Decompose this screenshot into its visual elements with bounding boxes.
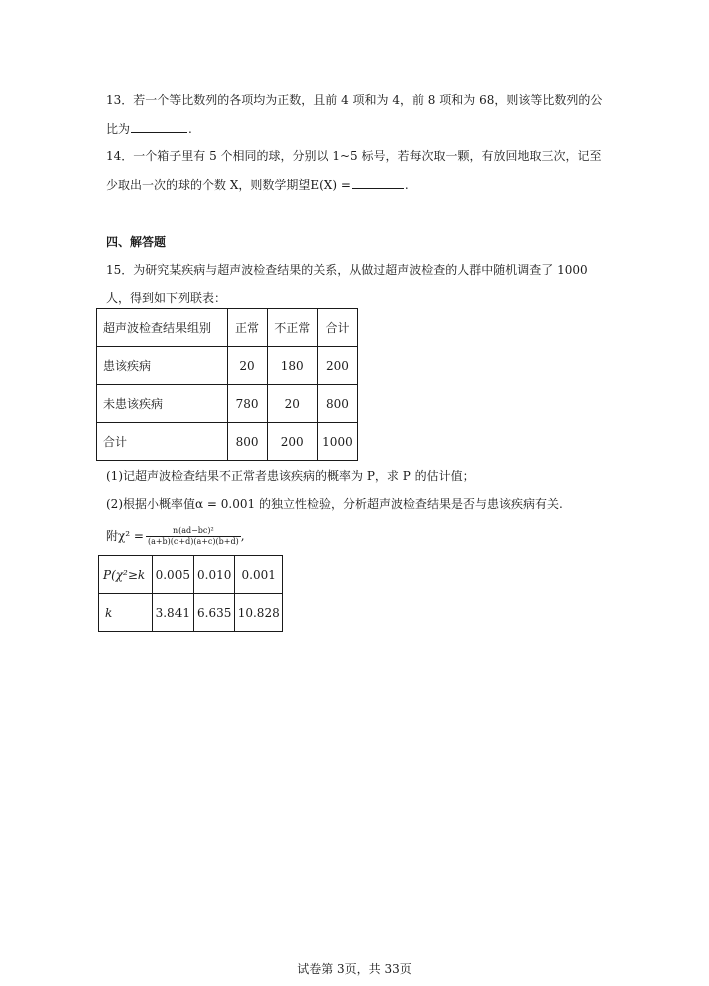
table-cell: 180 — [267, 347, 317, 385]
table-cell: 6.635 — [194, 594, 235, 632]
contingency-table — [96, 308, 358, 461]
table-cell: 780 — [227, 385, 267, 423]
table-cell: 10.828 — [235, 594, 283, 632]
table-cell: 200 — [267, 423, 317, 461]
table-header-row — [97, 309, 358, 347]
table-cell: 未患该疾病 — [97, 385, 228, 423]
table-cell: P(χ²≥k — [99, 556, 153, 594]
q14-line2 — [106, 176, 409, 193]
q14-line2-prefix: 少取出一次的球的个数 X，则数学期望E(X) = — [106, 178, 351, 192]
q15-appendix — [106, 526, 245, 547]
table-cell: 0.001 — [235, 556, 283, 594]
critical-row-k — [99, 594, 283, 632]
q14-line2-suffix: . — [404, 178, 409, 192]
critical-row-probability — [99, 556, 283, 594]
q13-answer-blank[interactable] — [131, 120, 187, 133]
appendix-prefix: 附χ² = — [106, 529, 144, 543]
formula-denominator: (a+b)(c+d)(a+c)(b+d) — [147, 537, 239, 546]
q13-line2-prefix: 比为 — [106, 122, 131, 136]
table-cell: 20 — [267, 385, 317, 423]
table-cell: 1000 — [317, 423, 357, 461]
q15-line2: 人，得到如下列联表： — [106, 291, 227, 305]
appendix-suffix: , — [240, 529, 245, 543]
table-cell: 800 — [317, 385, 357, 423]
table-cell: 0.005 — [152, 556, 193, 594]
q15-part2: (2)根据小概率值α = 0.001 的独立性检验，分析超声波检查结果是否与患该疾病有关. — [106, 497, 563, 511]
formula-numerator: n(ad−bc)² — [146, 526, 241, 537]
table-header-cell: 超声波检查结果组别 — [97, 309, 228, 347]
table-header-cell: 正常 — [227, 309, 267, 347]
table-cell: 20 — [227, 347, 267, 385]
section-title: 四、解答题 — [106, 235, 167, 249]
q13-line1: 13．若一个等比数列的各项均为正数，且前 4 项和为 4，前 8 项和为 68，则该等比数列的公 — [106, 93, 603, 107]
critical-value-table — [98, 555, 283, 632]
table-row — [97, 385, 358, 423]
q15-line1: 15．为研究某疾病与超声波检查结果的关系，从做过超声波检查的人群中随机调查了 1000 — [106, 263, 588, 277]
table-cell: 800 — [227, 423, 267, 461]
table-row — [97, 347, 358, 385]
table-header-cell: 不正常 — [267, 309, 317, 347]
table-header-cell: 合计 — [317, 309, 357, 347]
table-cell: 合计 — [97, 423, 228, 461]
table-cell: 患该疾病 — [97, 347, 228, 385]
table-cell: 3.841 — [152, 594, 193, 632]
table-cell: k — [99, 594, 153, 632]
q15-part1: (1)记超声波检查结果不正常者患该疾病的概率为 P，求 P 的估计值； — [106, 469, 475, 483]
q14-line1: 14．一个箱子里有 5 个相同的球，分别以 1~5 标号，若每次取一颗，有放回地取三次，记至 — [106, 149, 602, 163]
q13-line2-suffix: . — [188, 122, 192, 136]
page-footer: 试卷第 3页，共 33页 — [297, 962, 412, 976]
table-cell: 0.010 — [194, 556, 235, 594]
q13-line2 — [106, 120, 192, 137]
q14-answer-blank[interactable] — [352, 176, 404, 189]
table-cell: 200 — [317, 347, 357, 385]
chi-square-formula — [146, 526, 241, 547]
table-row — [97, 423, 358, 461]
